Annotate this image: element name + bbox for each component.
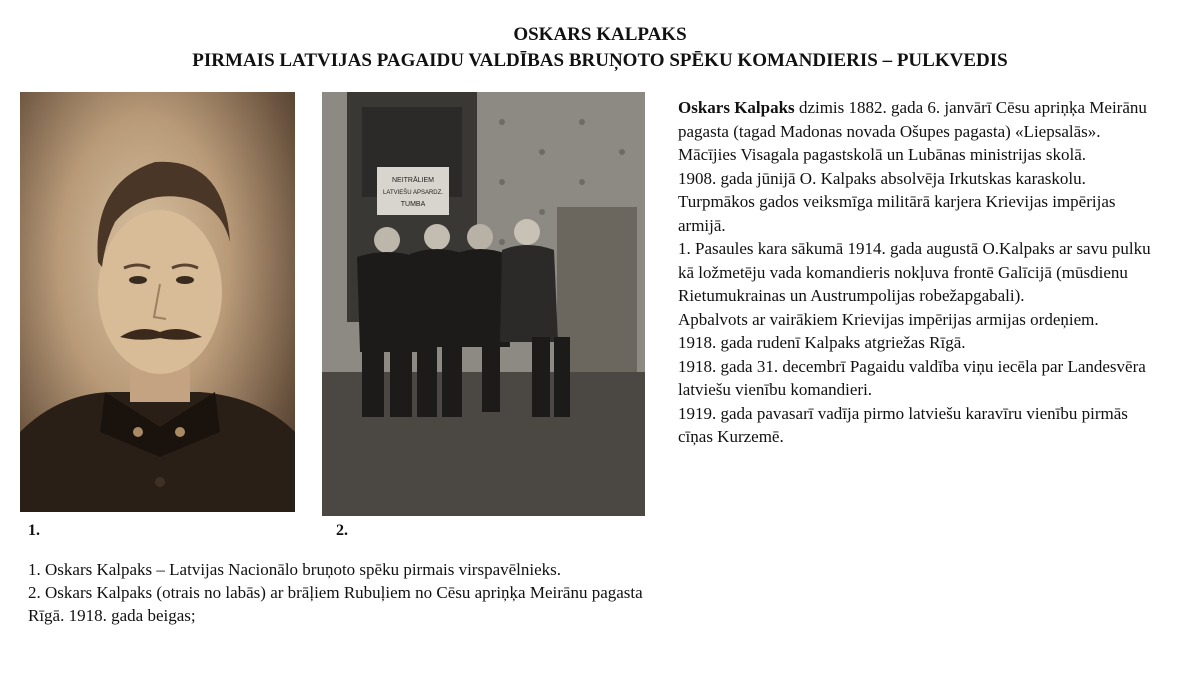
bio-paragraph: 1919. gada pavasarī vadīja pirmo latviešu karavīru vienību pirmās cīņas Kurzemē. xyxy=(678,403,1128,446)
portrait-photo xyxy=(20,92,295,512)
caption-1: 1. Oskars Kalpaks – Latvijas Nacionālo bruņoto spēku pirmais virspavēlnieks. xyxy=(28,560,562,579)
bio-paragraph: 1918. gada rudenī Kalpaks atgriežas Rīgā. xyxy=(678,333,966,352)
bio-intro xyxy=(678,96,1158,167)
bio-paragraph: 1. Pasaules kara sākumā 1914. gada augustā O.Kalpaks ar savu pulku kā ložmetēju vada komandieris nokļuva frontē Galīcijā (mūsdienu Rietumukrainas un Austrumpolijas robežapgabali). xyxy=(678,239,1151,305)
sign-line-2: LATVIEŠU APSARDZ. xyxy=(383,190,443,196)
page-title xyxy=(0,22,1200,74)
biography-text xyxy=(678,96,1158,449)
sign-line-1: NEITRĀLIEM xyxy=(391,177,435,184)
title-line-2: PIRMAIS LATVIJAS PAGAIDU VALDĪBAS BRUŅOTO SPĒKU KOMANDIERIS – PULKVEDIS xyxy=(192,50,1008,71)
caption-2: 2. Oskars Kalpaks (otrais no labās) ar brāļiem Rubuļiem no Cēsu apriņķa Meirānu pagasta Rīgā. 1918. gada beigas; xyxy=(28,583,643,625)
title-line-1: OSKARS KALPAKS xyxy=(513,24,687,45)
bio-intro-text: dzimis 1882. gada 6. janvārī Cēsu apriņķa Meirānu pagasta (tagad Madonas novada Ošupes pagasta) «Liepsalās». Mācījies Visagala pagastskolā un Lubānas ministrijas skolā. xyxy=(678,98,1147,164)
group-photo xyxy=(322,92,645,516)
portrait-image xyxy=(20,92,295,512)
sign-line-3: TUMBA xyxy=(400,201,426,208)
bio-paragraph: Turpmākos gados veiksmīga militārā karjera Krievijas impērijas armijā. xyxy=(678,192,1116,235)
bio-paragraph: 1918. gada 31. decembrī Pagaidu valdība viņu iecēla par Landesvēra latviešu vienību komandieri. xyxy=(678,356,1146,399)
group-image xyxy=(322,92,645,516)
photo-1-number: 1. xyxy=(28,522,40,539)
bio-paragraph: Apbalvots ar vairākiem Krievijas impērijas armijas ordeņiem. xyxy=(678,309,1099,329)
photo-2-number: 2. xyxy=(336,522,348,539)
photo-captions xyxy=(28,558,668,627)
bio-name: Oskars Kalpaks xyxy=(678,98,795,117)
bio-paragraph: 1908. gada jūnijā O. Kalpaks absolvēja Irkutskas karaskolu. xyxy=(678,168,1086,188)
